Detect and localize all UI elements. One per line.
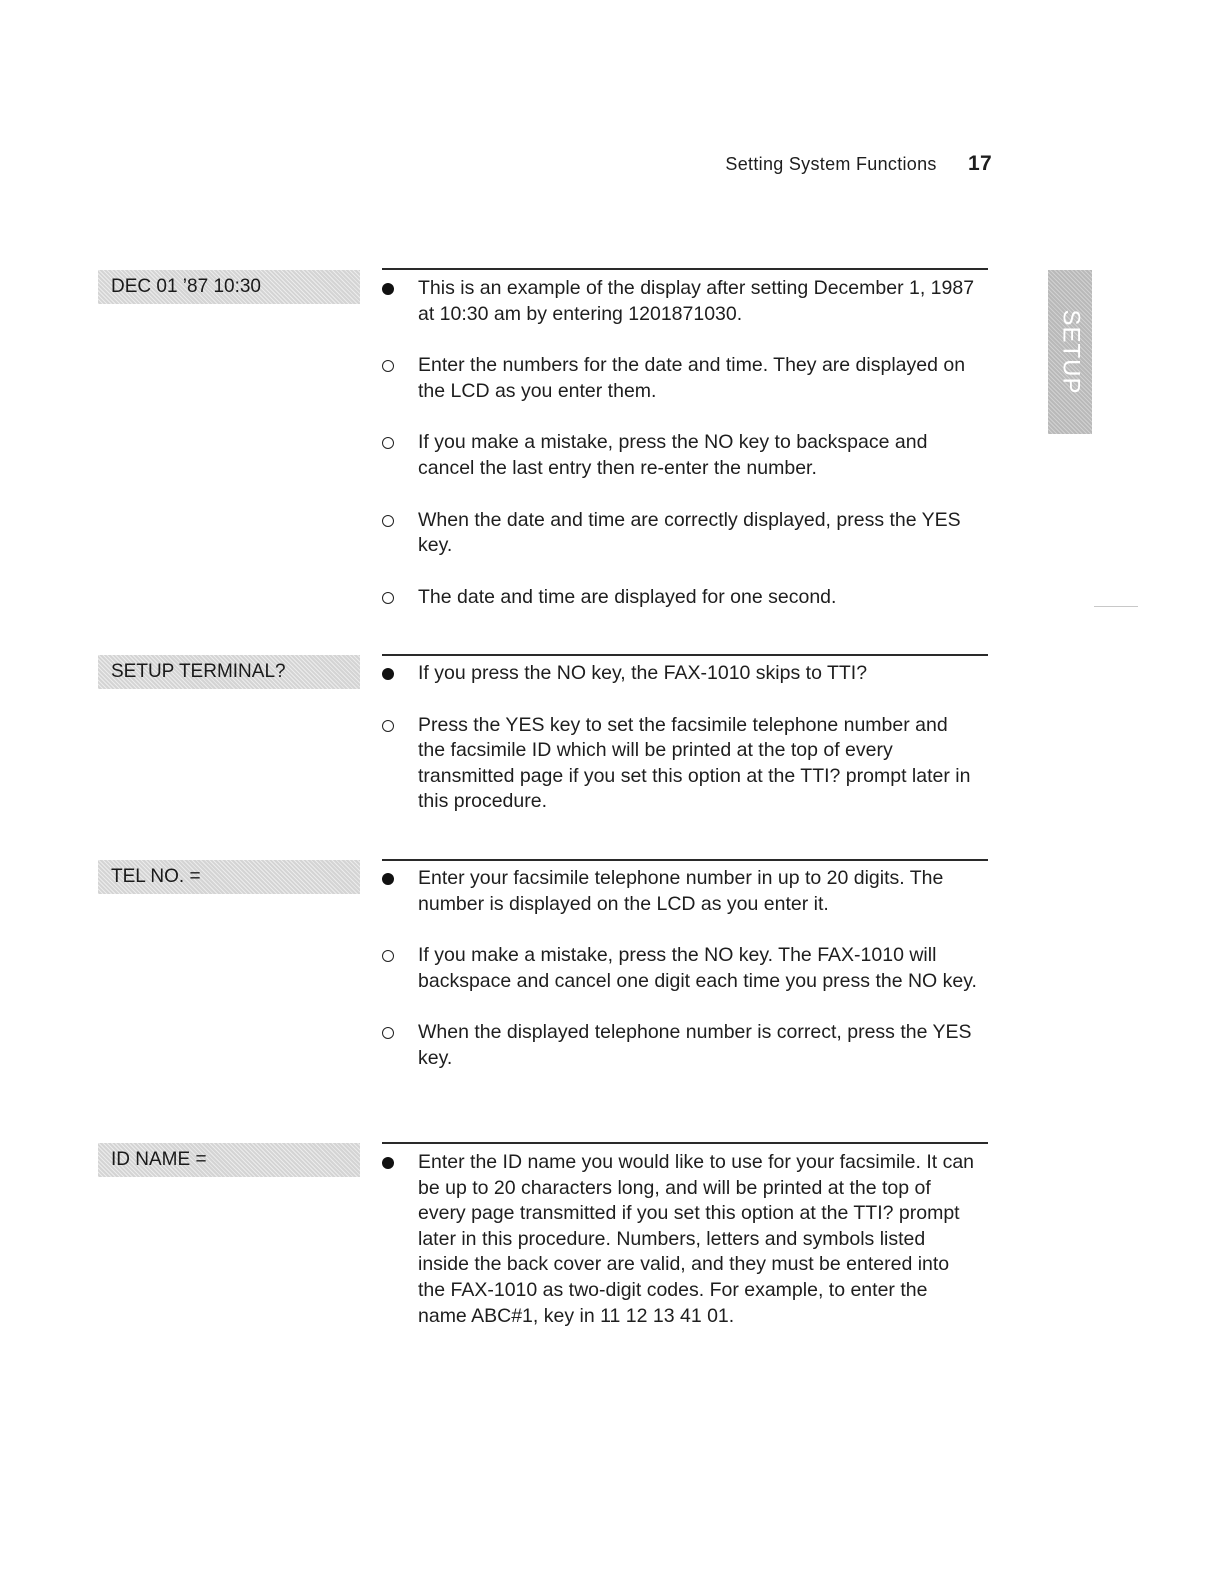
- setup-side-tab: [1048, 270, 1092, 434]
- list-item: [380, 713, 980, 815]
- margin-mark: [1094, 606, 1138, 607]
- item-text: If you press the NO key, the FAX-1010 skips to TTI?: [418, 662, 868, 684]
- list-item: [380, 1020, 980, 1071]
- instruction-list: [380, 866, 980, 1098]
- list-item: [380, 866, 980, 917]
- list-item: [380, 430, 980, 481]
- item-text: The date and time are displayed for one second.: [418, 585, 837, 608]
- list-item: [380, 353, 980, 404]
- hollow-bullet-icon: [382, 515, 394, 527]
- page-number: 17: [968, 152, 992, 175]
- item-text: This is an example of the display after setting December 1, 1987 at 10:30 am by entering 1201871030.: [418, 277, 975, 325]
- list-item: [380, 276, 980, 327]
- list-item: [380, 508, 980, 559]
- filled-bullet-icon: [382, 1157, 394, 1169]
- list-item: [380, 943, 980, 994]
- instruction-list: [380, 276, 980, 636]
- lcd-display: SETUP TERMINAL?: [98, 655, 360, 689]
- filled-bullet-icon: [382, 873, 394, 885]
- lcd-display: TEL NO. =: [98, 860, 360, 894]
- filled-bullet-icon: [382, 668, 394, 680]
- section-rule: [382, 859, 988, 861]
- list-item: [380, 1150, 980, 1329]
- hollow-bullet-icon: [382, 360, 394, 372]
- lcd-display: ID NAME =: [98, 1143, 360, 1177]
- item-text: Press the YES key to set the facsimile telephone number and the facsimile ID which will be printed at the top of every transmitted page if you set this option at the TTI? prompt later in this procedure.: [418, 713, 971, 813]
- item-text: Enter the ID name you would like to use for your facsimile. It can be up to 20 characters long, and will be printed at the top of every page transmitted if you set this option at the TTI? prompt later in this procedure. Numbers, letters and symbols listed inside the back cover are valid, and they must be entered into the FAX-1010 as two-digit codes. For example, to enter the name ABC#1, key in 11 12 13 41 01.: [418, 1151, 975, 1327]
- hollow-bullet-icon: [382, 1027, 394, 1039]
- side-tab-label: SETUP: [1057, 309, 1085, 395]
- hollow-bullet-icon: [382, 437, 394, 449]
- item-text: When the date and time are correctly displayed, press the YES key.: [418, 508, 961, 557]
- hollow-bullet-icon: [382, 720, 394, 732]
- section-rule: [382, 654, 988, 656]
- item-text: Enter the numbers for the date and time. They are displayed on the LCD as you enter them.: [418, 354, 966, 402]
- hollow-bullet-icon: [382, 592, 394, 604]
- item-text: When the displayed telephone number is correct, press the YES key.: [418, 1021, 972, 1069]
- instruction-list: [380, 661, 980, 841]
- list-item: [380, 585, 980, 611]
- instruction-list: [380, 1150, 980, 1355]
- item-text: Enter your facsimile telephone number in up to 20 digits. The number is displayed on the LCD as you enter it.: [418, 867, 944, 915]
- section-title: Setting System Functions: [725, 154, 937, 174]
- hollow-bullet-icon: [382, 950, 394, 962]
- list-item: [380, 661, 980, 687]
- item-text: If you make a mistake, press the NO key. The FAX-1010 will backspace and cancel one digit each time you press the NO key.: [418, 944, 977, 992]
- section-rule: [382, 268, 988, 270]
- item-text: If you make a mistake, press the NO key to backspace and cancel the last entry then re-enter the number.: [418, 431, 928, 479]
- section-rule: [382, 1142, 988, 1144]
- filled-bullet-icon: [382, 283, 394, 295]
- lcd-display: DEC 01 ’87 10:30: [98, 270, 360, 304]
- running-header: [600, 152, 992, 176]
